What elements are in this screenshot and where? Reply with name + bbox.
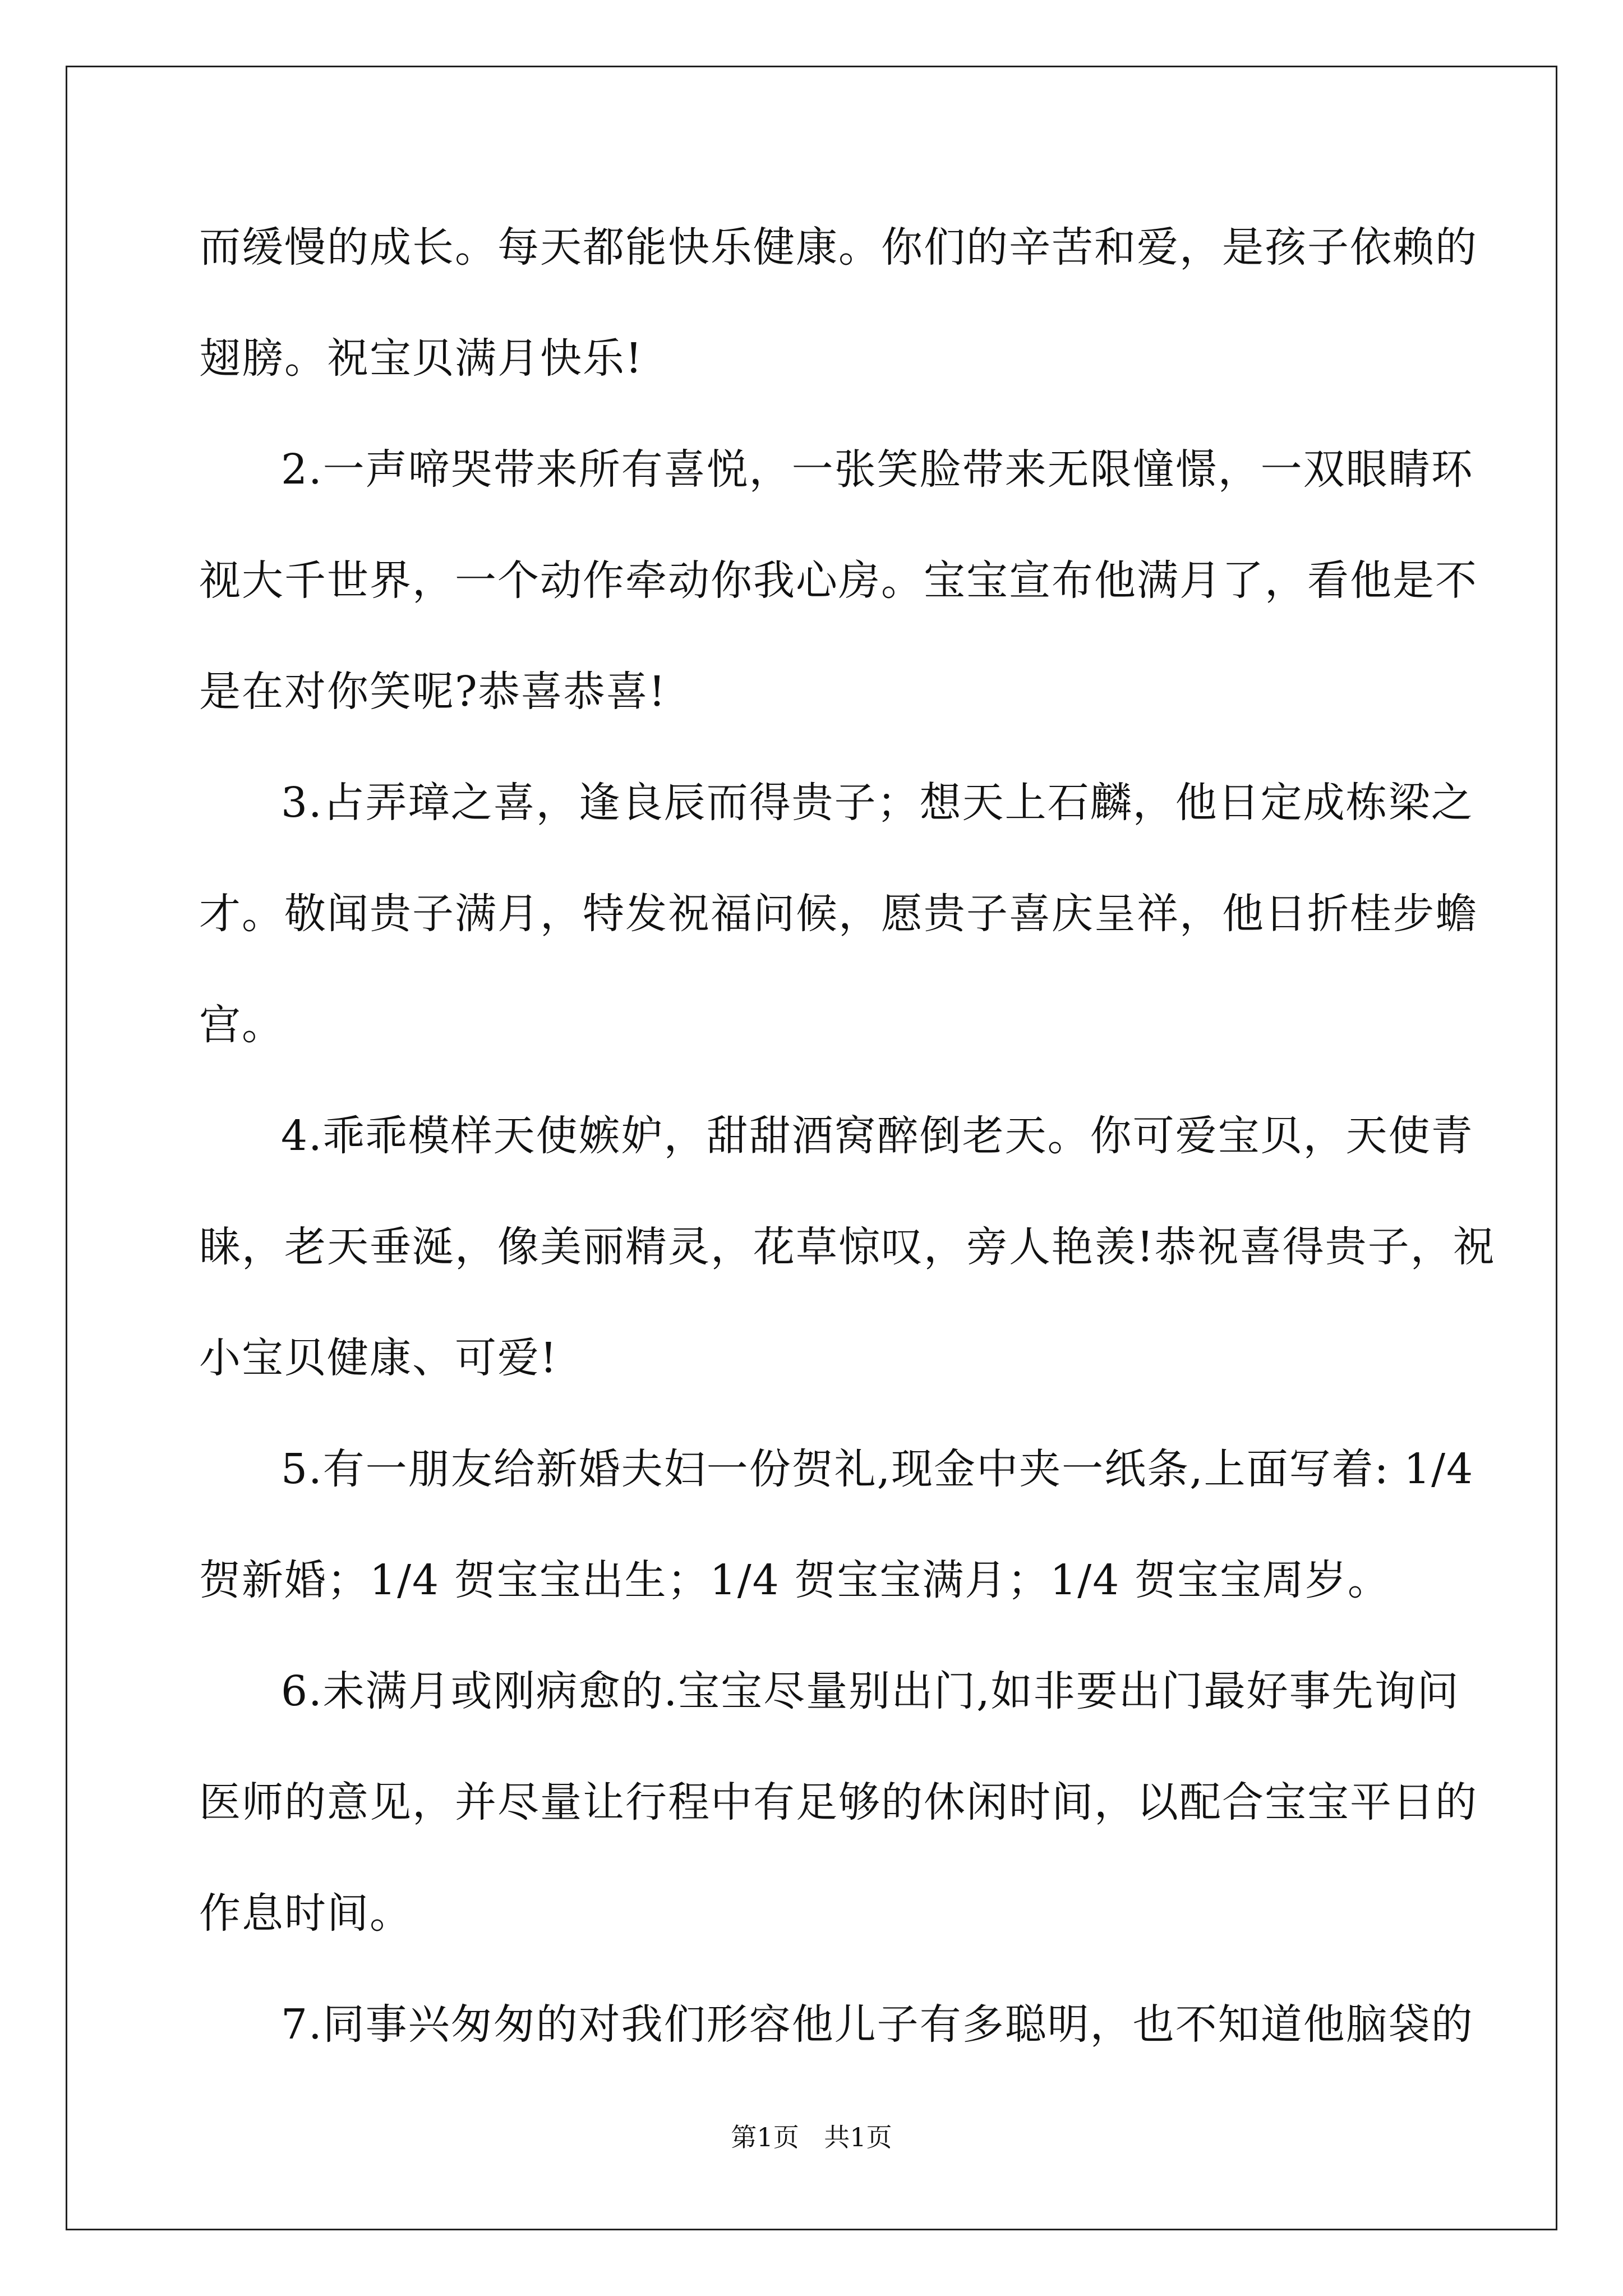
text-line: 2.一声啼哭带来所有喜悦，一张笑脸带来无限憧憬，一双眼睛环 [281, 445, 1474, 494]
text-line: 视大千世界，一个动作牵动你我心房。宝宝宣布他满月了，看他是不 [199, 556, 1478, 605]
text-line: 医师的意见，并尽量让行程中有足够的休闲时间，以配合宝宝平日的 [199, 1778, 1478, 1826]
document-body [199, 210, 1496, 2099]
text-line: 贺新婚；1/4 贺宝宝出生；1/4 贺宝宝满月；1/4 贺宝宝周岁。 [199, 1556, 1390, 1604]
text-line: 而缓慢的成长。每天都能快乐健康。你们的辛苦和爱，是孩子依赖的 [199, 223, 1478, 272]
text-line: 3.占弄璋之喜，逢良辰而得贵子；想天上石麟，他日定成栋梁之 [281, 779, 1474, 827]
page-footer: 第1页 共1页 [731, 2122, 892, 2152]
text-line: 是在对你笑呢?恭喜恭喜! [199, 668, 667, 716]
text-line: 睐，老天垂涎，像美丽精灵，花草惊叹，旁人艳羡!恭祝喜得贵子，祝 [199, 1223, 1496, 1271]
text-line: 宫。 [199, 1001, 284, 1049]
text-line: 作息时间。 [199, 1889, 412, 1938]
text-line: 小宝贝健康、可爱! [199, 1334, 558, 1382]
text-line: 才。敬闻贵子满月，特发祝福问候，愿贵子喜庆呈祥，他日折桂步蟾 [199, 890, 1478, 938]
text-line: 7.同事兴匆匆的对我们形容他儿子有多聪明，也不知道他脑袋的 [281, 2000, 1474, 2049]
text-line: 4.乖乖模样天使嫉妒，甜甜酒窝醉倒老天。你可爱宝贝，天使青 [281, 1112, 1474, 1160]
text-line: 5.有一朋友给新婚夫妇一份贺礼,现金中夹一纸条,上面写着: 1/4 [281, 1445, 1474, 1493]
text-line: 6.未满月或刚病愈的.宝宝尽量别出门,如非要出门最好事先询问 [281, 1667, 1460, 1715]
text-line: 翅膀。祝宝贝满月快乐! [199, 334, 643, 383]
